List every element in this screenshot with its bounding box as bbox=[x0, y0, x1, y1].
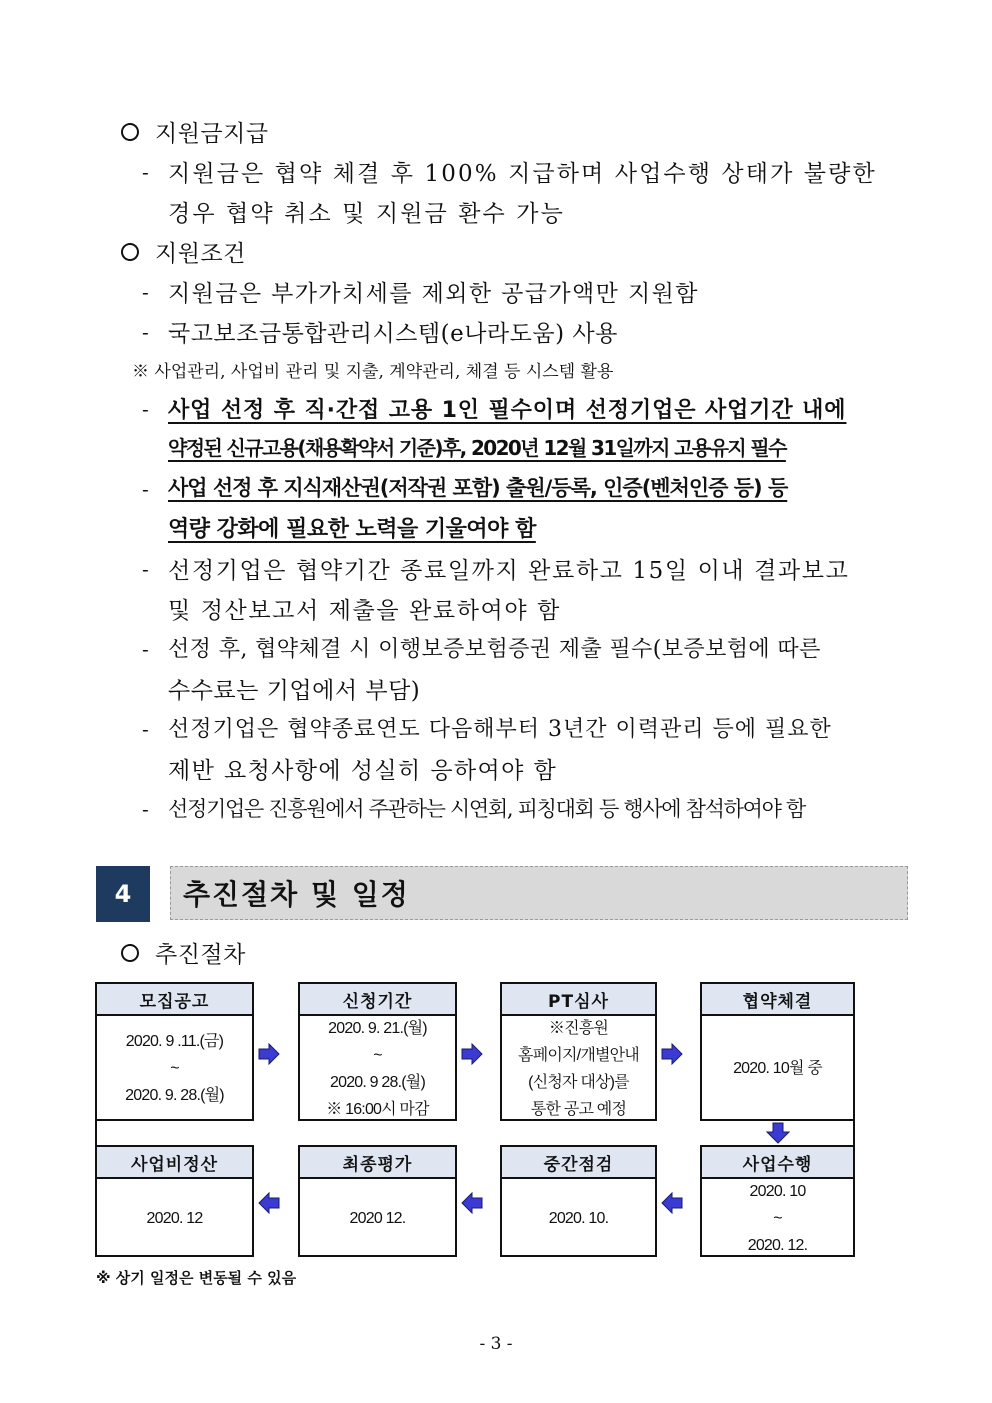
arrow-right-icon bbox=[661, 1043, 683, 1065]
flow-box-text: 2020. 9 .11.(금) bbox=[125, 1033, 224, 1050]
flow-box-execution bbox=[700, 1145, 855, 1257]
flow-box-text: 2020. 9. 28.(월) bbox=[125, 1087, 224, 1104]
flow-box-title: 사업비정산 bbox=[97, 1147, 252, 1179]
condition-vat: 지원금은 부가가치세를 제외한 공급가액만 지원함 bbox=[168, 281, 699, 307]
arrow-left-icon bbox=[258, 1192, 280, 1214]
flow-box-text: ~ bbox=[373, 1046, 382, 1064]
condition-history-line2: 제반 요청사항에 성실히 응하여야 함 bbox=[168, 758, 558, 784]
dash-marker: - bbox=[142, 797, 149, 821]
condition-ip-line2: 역량 강화에 필요한 노력을 기울여야 함 bbox=[168, 517, 536, 542]
arrow-right-icon bbox=[258, 1043, 280, 1065]
condition-report-line2: 및 정산보고서 제출을 완료하여야 함 bbox=[168, 598, 561, 624]
flow-box-title: 중간점검 bbox=[502, 1147, 655, 1179]
section-title: 추진절차 및 일정 bbox=[170, 866, 908, 920]
condition-history-line1: 선정기업은 협약종료연도 다음해부터 3년간 이력관리 등에 필요한 bbox=[168, 717, 832, 742]
flow-box-text: 2020. 12. bbox=[747, 1236, 808, 1254]
flow-box-settlement bbox=[95, 1145, 254, 1257]
dash-marker: - bbox=[142, 637, 149, 661]
flow-box-title: PT심사 bbox=[502, 984, 655, 1016]
condition-events: 선정기업은 진흥원에서 주관하는 시연회, 피칭대회 등 행사에 참석하여야 함 bbox=[168, 797, 805, 821]
schedule-footnote: ※ 상기 일정은 변동될 수 있음 bbox=[96, 1269, 297, 1287]
flow-box-final-evaluation bbox=[298, 1145, 457, 1257]
flow-box-text: 2020. 10월 중 bbox=[733, 1060, 822, 1077]
row-connector-line bbox=[95, 1120, 97, 1146]
flow-box-text: 2020. 9. 21.(월) bbox=[328, 1019, 427, 1037]
flow-box-text: 홈페이지/개별안내 bbox=[518, 1046, 639, 1064]
condition-ip-line1: 사업 선정 후 지식재산권(저작권 포함) 출원/등록, 인증(벤처인증 등) 등 bbox=[168, 476, 788, 500]
flow-box-text: 2020. 10. bbox=[548, 1209, 609, 1227]
flow-box-text: 통한 공고 예정 bbox=[530, 1100, 627, 1118]
condition-report-line1: 선정기업은 협약기간 종료일까지 완료하고 15일 이내 결과보고 bbox=[168, 558, 850, 584]
condition-insurance-line1: 선정 후, 협약체결 시 이행보증보험증권 제출 필수(보증보험에 따른 bbox=[168, 637, 821, 662]
flow-box-title: 최종평가 bbox=[300, 1147, 455, 1179]
arrow-left-icon bbox=[461, 1192, 483, 1214]
flow-box-text: 2020. 12 bbox=[146, 1209, 203, 1227]
condition-insurance-line2: 수수료는 기업에서 부담) bbox=[168, 678, 421, 704]
dash-marker: - bbox=[142, 280, 149, 304]
procedure-subheading: 추진절차 bbox=[155, 942, 246, 968]
flow-box-pt-review bbox=[500, 982, 657, 1121]
support-payment-line1: 지원금은 협약 체결 후 100% 지급하며 사업수행 상태가 불량한 bbox=[168, 161, 877, 187]
condition-enara: 국고보조금통합관리시스템(e나라도움) 사용 bbox=[168, 321, 618, 347]
condition-note: ※ 사업관리, 사업비 관리 및 지출, 계약관리, 체결 등 시스템 활용 bbox=[132, 362, 614, 382]
flow-box-text: ~ bbox=[773, 1209, 782, 1227]
flow-box-text: ~ bbox=[170, 1060, 179, 1077]
flow-box-text: 2020 12. bbox=[349, 1209, 406, 1227]
flow-box-title: 사업수행 bbox=[702, 1147, 853, 1179]
condition-employment-line1: 사업 선정 후 직·간접 고용 1인 필수이며 선정기업은 사업기간 내에 bbox=[168, 398, 847, 423]
flow-box-application bbox=[298, 982, 457, 1121]
flow-box-text: ※진흥원 bbox=[548, 1019, 609, 1037]
dash-marker: - bbox=[142, 557, 149, 581]
condition-employment-line2: 약정된 신규고용(채용확약서 기준)후, 2020년 12월 31일까지 고용유지 필수 bbox=[168, 436, 786, 460]
dash-marker: - bbox=[142, 477, 149, 501]
flow-box-title: 협약체결 bbox=[702, 984, 853, 1016]
dash-marker: - bbox=[142, 397, 149, 421]
support-payment-line2: 경우 협약 취소 및 지원금 환수 가능 bbox=[168, 201, 565, 227]
bullet-circle-icon bbox=[121, 243, 139, 261]
section-number: 4 bbox=[96, 866, 150, 922]
flow-box-agreement bbox=[700, 982, 855, 1121]
flow-box-title: 모집공고 bbox=[97, 984, 252, 1016]
flow-box-text: (신청자 대상)를 bbox=[528, 1073, 629, 1091]
page-number: - 3 - bbox=[479, 1334, 513, 1354]
heading-support-payment: 지원금지급 bbox=[155, 121, 269, 147]
dash-marker: - bbox=[142, 717, 149, 741]
bullet-circle-icon bbox=[121, 944, 139, 962]
row-connector-line bbox=[853, 1120, 855, 1146]
arrow-down-icon bbox=[766, 1122, 790, 1144]
flow-box-text: 2020. 9 28.(월) bbox=[330, 1073, 425, 1091]
bullet-circle-icon bbox=[121, 123, 139, 141]
dash-marker: - bbox=[142, 320, 149, 344]
arrow-left-icon bbox=[661, 1192, 683, 1214]
flow-box-midterm-check bbox=[500, 1145, 657, 1257]
heading-support-conditions: 지원조건 bbox=[155, 241, 246, 267]
flow-box-title: 신청기간 bbox=[300, 984, 455, 1016]
dash-marker: - bbox=[142, 160, 149, 184]
flow-box-text: ※ 16:00시 마감 bbox=[326, 1100, 429, 1118]
arrow-right-icon bbox=[461, 1043, 483, 1065]
flow-box-announcement bbox=[95, 982, 254, 1121]
flow-box-text: 2020. 10 bbox=[749, 1182, 806, 1200]
